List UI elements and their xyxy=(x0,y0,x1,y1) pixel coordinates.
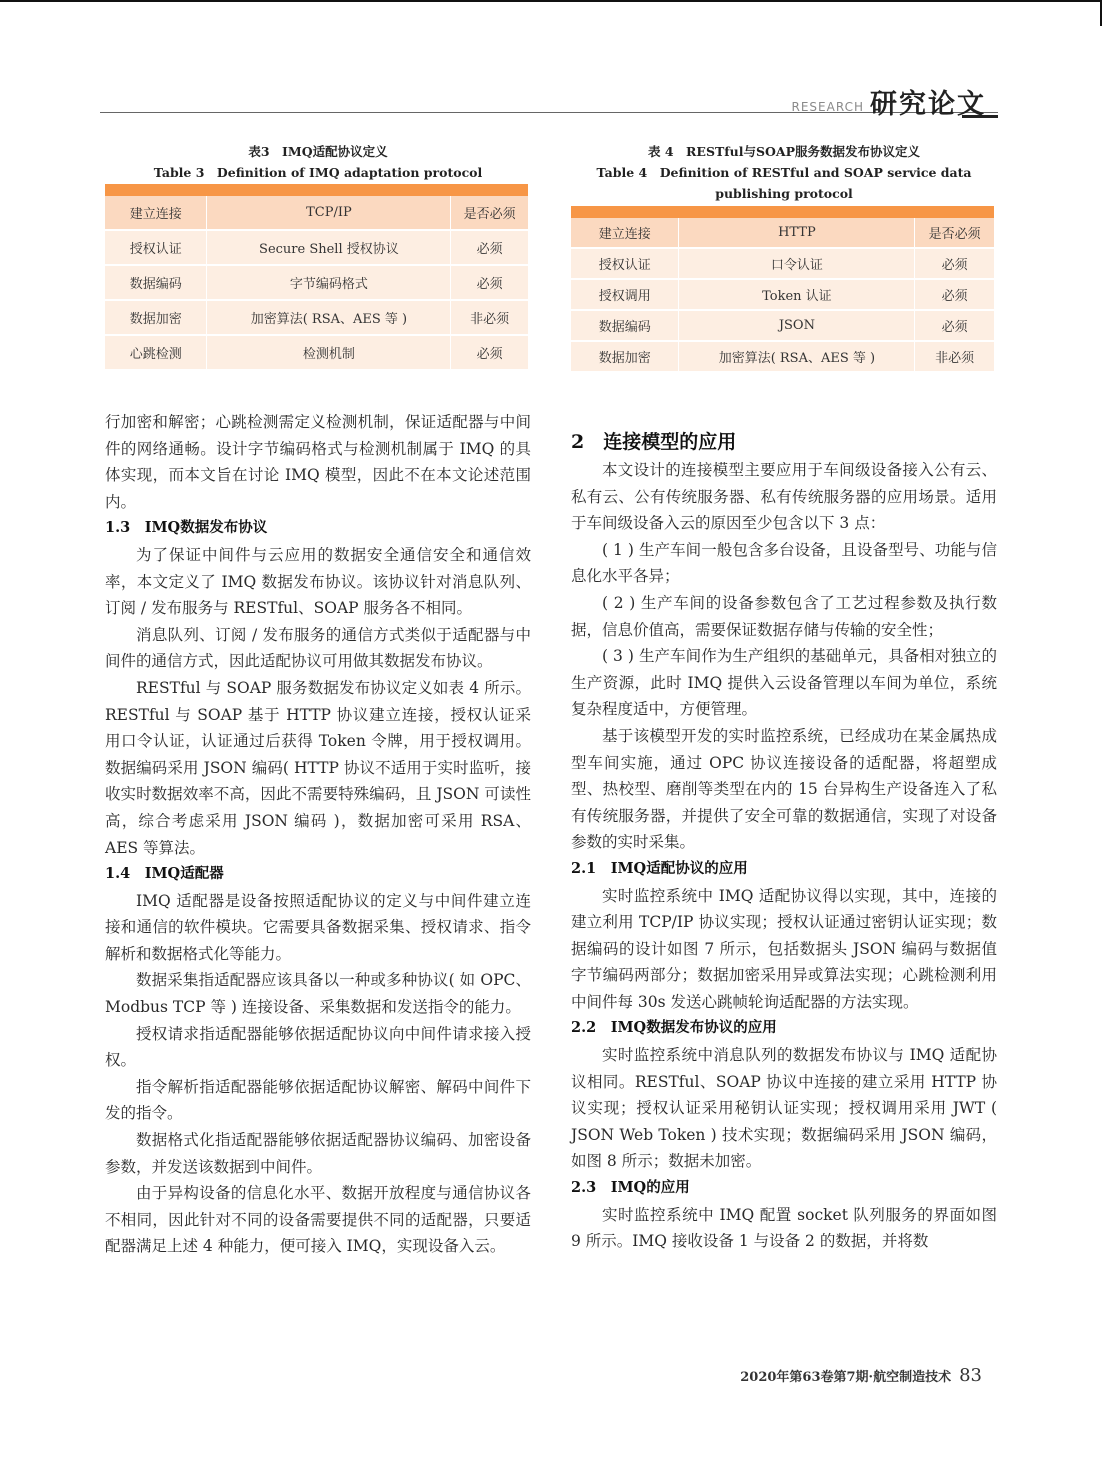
subsection-heading: 2.2 IMQ数据发布协议的应用 xyxy=(571,1019,777,1037)
body-column-right xyxy=(571,427,997,1255)
footer-journal: 2020年第63卷第7期·航空制造技术 xyxy=(740,1370,952,1385)
table-cell: 数据编码 xyxy=(571,310,679,341)
table-cell: Secure Shell 授权协议 xyxy=(207,230,451,265)
subsection-heading: 2.3 IMQ的应用 xyxy=(571,1179,690,1197)
table-cell: 是否必须 xyxy=(915,218,994,248)
table-cell: 字节编码格式 xyxy=(207,265,451,300)
table-cell: 建立连接 xyxy=(105,196,207,230)
header-section-cn: 研究论文 xyxy=(870,89,986,120)
paragraph: ( 2 ) 生产车间的设备参数包含了工艺过程参数及执行数据，信息价值高，需要保证数据存储与传输的安全性； xyxy=(571,593,997,639)
table-row xyxy=(105,265,528,300)
table4-title-en-1: Table 4 Definition of RESTful and SOAP service data xyxy=(596,165,972,180)
table-cell: 授权认证 xyxy=(571,248,679,279)
paragraph: ( 3 ) 生产车间作为生产组织的基础单元，具备相对独立的生产资源，此时 IMQ 提供入云设备管理以车间为单位，系统复杂程度适中，方便管理。 xyxy=(571,647,997,719)
paragraph: 本文设计的连接模型主要应用于车间级设备接入公有云、私有云、公有传统服务器、私有传统服务器的应用场景。适用于车间级设备入云的原因至少包含以下 3 点： xyxy=(571,461,997,533)
table3-title-cn: 表3 IMQ适配协议定义 xyxy=(248,144,388,159)
body-column-left xyxy=(105,409,531,1260)
paragraph: 实时监控系统中消息队列的数据发布协议与 IMQ 适配协议相同。RESTful、SOAP 协议中连接的建立采用 HTTP 协议实现；授权认证采用秘钥认证实现；授权调用采用 JWT ( JSON Web Token ) 技术实现；数据编码采用 JSON 编码，如图 8 所示；数据未加密。 xyxy=(571,1046,997,1171)
table-row xyxy=(571,279,994,310)
paragraph: 实时监控系统中 IMQ 适配协议得以实现，其中，连接的建立利用 TCP/IP 协议实现；授权认证通过密钥认证实现；数据编码的设计如图 7 所示，包括数据头 JSON 编码与数据值字节编码两部分；数据加密采用异或算法实现；心跳检测利用中间件每 30s 发送心跳帧轮询适配器的方法实现。 xyxy=(571,886,997,1011)
table-row xyxy=(105,300,528,335)
table-cell: 必须 xyxy=(451,265,528,300)
table-cell: 非必须 xyxy=(451,300,528,335)
paragraph: 由于异构设备的信息化水平、数据开放程度与通信协议各不相同，因此针对不同的设备需要提供不同的适配器，只要适配器满足上述 4 种能力，便可接入 IMQ，实现设备入云。 xyxy=(105,1184,531,1256)
table4-title-cn: 表 4 RESTful与SOAP服务数据发布协议定义 xyxy=(647,144,921,159)
table-row xyxy=(571,218,994,248)
paragraph: 为了保证中间件与云应用的数据安全通信安全和通信效率，本文定义了 IMQ 数据发布协议。该协议针对消息队列、订阅 / 发布服务与 RESTful、SOAP 服务各不相同。 xyxy=(105,545,531,618)
paragraph: 数据格式化指适配器能够依据适配器协议编码、加密设备参数，并发送该数据到中间件。 xyxy=(105,1131,531,1176)
paragraph: RESTful 与 SOAP 服务数据发布协议定义如表 4 所示。RESTful 与 SOAP 基于 HTTP 协议建立连接，授权认证采用口令认证，认证通过后获得 Token 令牌，用于授权调用。数据编码采用 JSON 编码( HTTP 协议不适用于实时监听，接收实时数据效率不高，因此不需要特殊编码，且 JSON 可读性高，综合考虑采用 JSON 编码 )，数据加密可采用 RSA、AES 等算法。 xyxy=(105,678,531,857)
paragraph: 实时监控系统中 IMQ 配置 socket 队列服务的界面如图 9 所示。IMQ 接收设备 1 与设备 2 的数据，并将数 xyxy=(571,1205,997,1251)
table-cell: 口令认证 xyxy=(679,248,915,279)
table-cell: 数据编码 xyxy=(105,265,207,300)
paragraph: IMQ 适配器是设备按照适配协议的定义与中间件建立连接和通信的软件模块。它需要具备数据采集、授权请求、指令解析和数据格式化等能力。 xyxy=(105,891,531,963)
table-cell: 必须 xyxy=(915,310,994,341)
section-heading: 2 连接模型的应用 xyxy=(571,431,737,453)
subsection-heading: 1.4 IMQ适配器 xyxy=(105,865,224,883)
table-cell: 是否必须 xyxy=(451,196,528,230)
paragraph: 基于该模型开发的实时监控系统，已经成功在某金属热成型车间实施，通过 OPC 协议连接设备的适配器，将超塑成型、热校型、磨削等类型在内的 15 台异构生产设备连入了私有传统服务器，并提供了安全可靠的数据通信，实现了对设备参数的实时采集。 xyxy=(571,726,997,852)
paragraph: 数据采集指适配器应该具备以一种或多种协议( 如 OPC、Modbus TCP 等 ) 连接设备、采集数据和发送指令的能力。 xyxy=(105,971,531,1017)
crop-mark-top xyxy=(0,0,1102,2)
table-cell: 数据加密 xyxy=(571,341,679,372)
table3-title-en: Table 3 Definition of IMQ adaptation protocol xyxy=(153,165,483,180)
table-row xyxy=(571,310,994,341)
paragraph: 指令解析指适配器能够依据适配协议解密、解码中间件下发的指令。 xyxy=(105,1077,531,1123)
paragraph: 授权请求指适配器能够依据适配协议向中间件请求接入授权。 xyxy=(105,1024,531,1070)
table-cell: 必须 xyxy=(451,335,528,370)
table-cell: 建立连接 xyxy=(571,218,679,248)
table-cell: 授权认证 xyxy=(105,230,207,265)
table-cell: 必须 xyxy=(915,248,994,279)
table-row xyxy=(105,335,528,370)
table-cell: 必须 xyxy=(451,230,528,265)
table3-caption xyxy=(105,141,531,183)
table-row xyxy=(571,248,994,279)
table-cell: 必须 xyxy=(915,279,994,310)
page-number: 83 xyxy=(959,1365,982,1386)
table-cell: 心跳检测 xyxy=(105,335,207,370)
header-section-en: RESEARCH xyxy=(791,100,864,114)
table-cell: 加密算法( RSA、AES 等 ) xyxy=(207,300,451,335)
table-row xyxy=(105,230,528,265)
table4-title-en-2: publishing protocol xyxy=(715,186,853,201)
table-cell: 非必须 xyxy=(915,341,994,372)
table-cell: JSON xyxy=(679,310,915,341)
subsection-heading: 1.3 IMQ数据发布协议 xyxy=(105,519,268,537)
table-cell: Token 认证 xyxy=(679,279,915,310)
table-row xyxy=(105,196,528,230)
table4 xyxy=(571,206,994,373)
table-cell: 授权调用 xyxy=(571,279,679,310)
table3 xyxy=(105,184,528,371)
page-footer xyxy=(740,1365,982,1386)
table4-caption xyxy=(571,141,997,204)
table-cell: 检测机制 xyxy=(207,335,451,370)
paragraph: ( 1 ) 生产车间一般包含多台设备，且设备型号、功能与信息化水平各异； xyxy=(571,540,997,586)
table-cell: 数据加密 xyxy=(105,300,207,335)
table-cell: TCP/IP xyxy=(207,196,451,230)
paragraph: 行加密和解密；心跳检测需定义检测机制，保证适配器与中间件的网络通畅。设计字节编码格式与检测机制属于 IMQ 的具体实现，而本文旨在讨论 IMQ 模型，因此不在本文论述范围内。 xyxy=(105,413,531,511)
table-row xyxy=(571,341,994,372)
running-header xyxy=(100,82,998,122)
table-cell: HTTP xyxy=(679,218,915,248)
subsection-heading: 2.1 IMQ适配协议的应用 xyxy=(571,859,748,877)
paragraph: 消息队列、订阅 / 发布服务的通信方式类似于适配器与中间件的通信方式，因此适配协议可用做其数据发布协议。 xyxy=(105,625,531,671)
table-cell: 加密算法( RSA、AES 等 ) xyxy=(679,341,915,372)
